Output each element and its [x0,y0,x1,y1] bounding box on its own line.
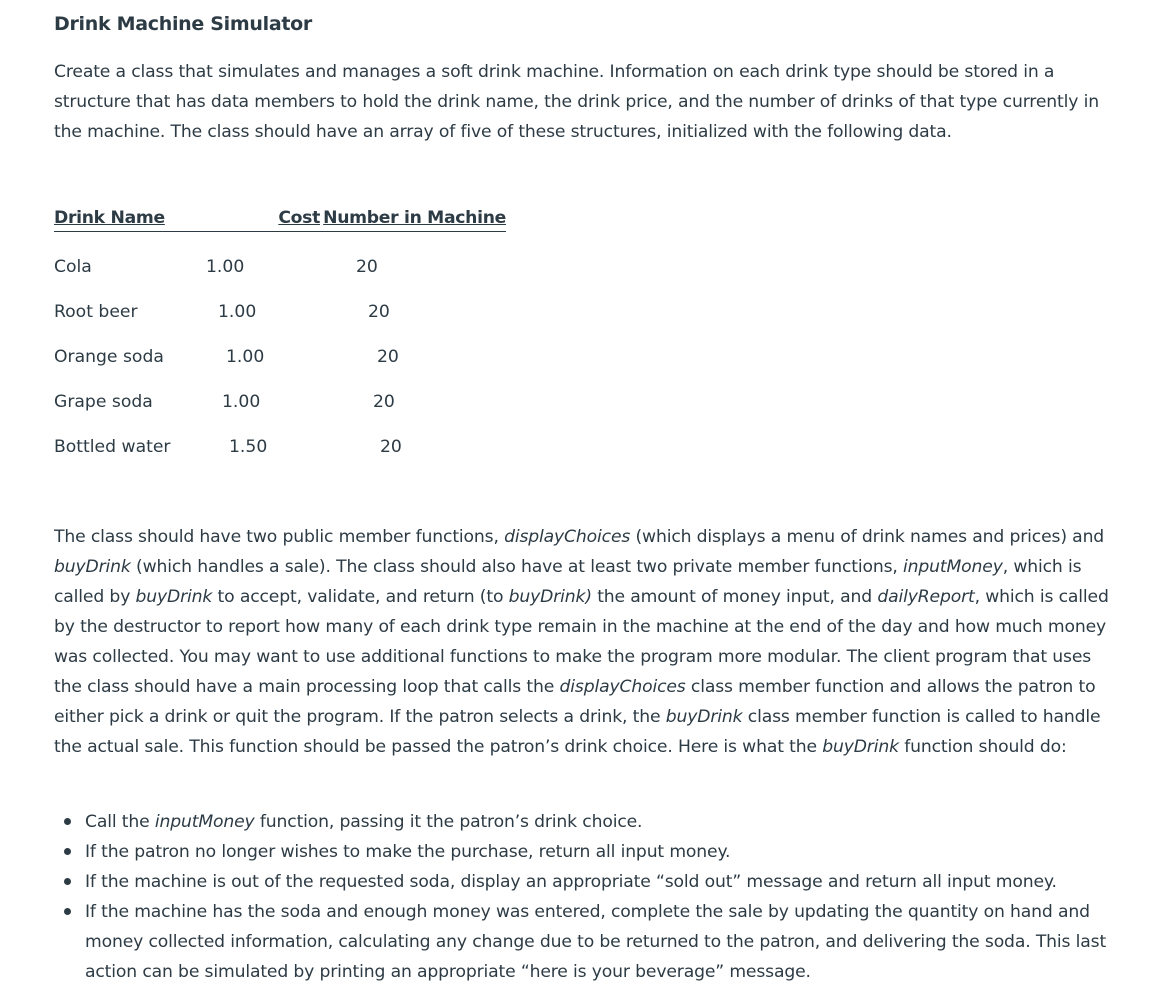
page-title: Drink Machine Simulator [54,13,312,35]
function-name: inputMoney [903,557,1003,577]
bullet-icon [64,818,71,825]
text-run: function, passing it the patron’s drink choice. [254,812,643,832]
cell-drink-name: Orange soda [54,347,164,367]
cell-drink-name: Cola [54,257,92,277]
function-name: buyDrink [54,557,131,577]
list-item [54,837,1114,867]
bullet-icon [64,878,71,885]
function-name: inputMoney [154,812,255,832]
header-drink-name: Drink Name [54,205,216,232]
bullet-icon [64,908,71,915]
text-run: If the patron no longer wishes to make the purchase, return all input money. [85,842,731,862]
text-run: If the machine has the soda and enough money was entered, complete the sale by updating the quantity on hand and money collected information, calculating any change due to be returned to the patron, and delivering the soda. This last action can be simulated by printing an appropriate “here is your beverage” message. [85,902,1107,982]
bullet-icon [64,848,71,855]
text-run: function should do: [898,737,1067,757]
cell-cost: 1.00 [206,257,245,277]
text-run: to accept, validate, and return (to [212,587,509,607]
text-run: the amount of money input, and [591,587,878,607]
function-name: buyDrink [665,707,743,727]
text-run: The class should have two public member functions, [54,527,505,547]
text-run: class member function is called to handle the actual sale. This function should be passed the patron’s drink choice. Here is what the [54,707,1101,757]
text-run: Call the [85,812,155,832]
cell-count: 20 [373,392,395,412]
requirements-list [54,807,1114,987]
function-name: buyDrink [822,737,899,757]
intro-paragraph: Create a class that simulates and manages a soft drink machine. Information on each drink type should be stored in a structure that has data members to hold the drink name, the drink price, and the number of drinks of that type currently in the machine. The class should have an array of five of these structures, initialized with the following data. [54,62,1099,142]
drink-table [54,205,514,465]
list-item [54,807,1114,837]
cell-count: 20 [356,257,378,277]
function-name: buyDrink [135,587,213,607]
text-run: (which displays a menu of drink names and prices) and [630,527,1105,547]
list-item [54,867,1114,897]
cell-drink-name: Root beer [54,302,138,322]
function-name: buyDrink) [508,587,592,607]
cell-cost: 1.00 [226,347,265,367]
text-run: If the machine is out of the requested soda, display an appropriate “sold out” message and return all input money. [85,872,1057,892]
text-run: class member function and allows the patron to either pick a drink or quit the program. If the patron selects a drink, the [54,677,1096,727]
text-run: , which is called by [54,557,1082,607]
cell-count: 20 [368,302,390,322]
cell-drink-name: Grape soda [54,392,153,412]
function-name: dailyReport [877,587,975,607]
text-run: , which is called by the destructor to report how many of each drink type remain in the machine at the end of the day and how much money was collected. You may want to use additional functions to make the program more modular. The client program that uses the class should have a main processing loop that calls the [54,587,1109,697]
cell-cost: 1.50 [229,437,268,457]
text-run: (which handles a sale). The class should also have at least two private member functions, [130,557,904,577]
cell-drink-name: Bottled water [54,437,171,457]
header-cost: Cost [216,205,320,232]
header-number-in-machine: Number in Machine [320,205,506,232]
cell-count: 20 [380,437,402,457]
function-name: displayChoices [504,527,631,547]
function-name: displayChoices [559,677,686,697]
cell-cost: 1.00 [218,302,257,322]
list-item [54,897,1114,987]
description-paragraph [54,522,1114,762]
cell-count: 20 [377,347,399,367]
cell-cost: 1.00 [222,392,261,412]
